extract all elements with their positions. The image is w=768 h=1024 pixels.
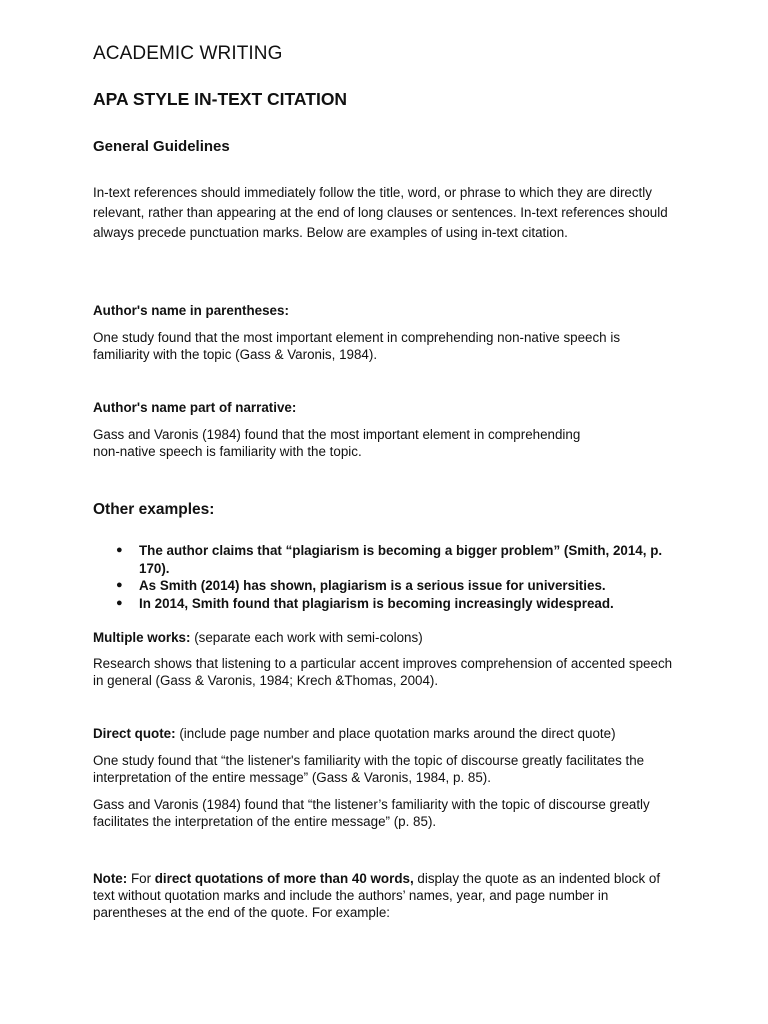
narrative-line-1: Gass and Varonis (1984) found that the most important element in comprehending xyxy=(93,427,581,442)
multiple-works-line xyxy=(93,629,678,646)
example-direct-quote-1: One study found that “the listener's familiarity with the topic of discourse greatly facilitates the interpretation of the entire message” (Gass & Varonis, 1984, p. 85). xyxy=(93,753,645,785)
example-author-narrative xyxy=(93,426,678,460)
bullet-icon: ● xyxy=(116,544,123,556)
list-item xyxy=(93,595,678,613)
heading-author-parentheses: Author's name in parentheses: xyxy=(93,303,289,318)
list-item-text: The author claims that “plagiarism is becoming a bigger problem” (Smith, 2014, p. 170). xyxy=(139,543,663,576)
heading-other-examples: Other examples: xyxy=(93,501,215,518)
example-author-parentheses: One study found that the most important element in comprehending non-native speech is familiarity with the topic (Gass & Varonis, 1984). xyxy=(93,330,621,362)
section-heading-general-guidelines: General Guidelines xyxy=(93,138,230,155)
note-label: Note: xyxy=(93,871,128,886)
direct-quote-label: Direct quote: xyxy=(93,726,176,741)
list-item xyxy=(93,542,678,577)
example-direct-quote-2: Gass and Varonis (1984) found that “the listener’s familiarity with the topic of discourse greatly facilitates the interpretation of the entire message” (p. 85). xyxy=(93,797,650,829)
note-paragraph xyxy=(93,870,678,921)
course-title: ACADEMIC WRITING xyxy=(93,43,283,64)
example-multiple-works: Research shows that listening to a particular accent improves comprehension of accented speech in general (Gass & Varonis, 1984; Krech &Thomas, 2004). xyxy=(93,656,673,688)
heading-author-narrative: Author's name part of narrative: xyxy=(93,400,297,415)
bullet-icon: ● xyxy=(116,579,123,591)
direct-quote-line xyxy=(93,725,678,742)
other-examples-list xyxy=(93,542,678,612)
list-item-text: In 2014, Smith found that plagiarism is becoming increasingly widespread. xyxy=(139,595,614,611)
multiple-works-label: Multiple works: xyxy=(93,630,191,645)
narrative-line-2: non-native speech is familiarity with the topic. xyxy=(93,444,362,459)
note-text-b: display the quote as an indented block of text without quotation marks and include the authors’ names, year, and page number in parentheses at the end of the quote. For example: xyxy=(93,871,661,920)
page-title: APA STYLE IN-TEXT CITATION xyxy=(93,89,348,109)
list-item xyxy=(93,577,678,595)
intro-paragraph: In-text references should immediately follow the title, word, or phrase to which they are directly relevant, rather than appearing at the end of long clauses or sentences. In-text references should always precede punctuation marks. Below are examples of using in-text citation. xyxy=(93,185,668,240)
list-item-text: As Smith (2014) has shown, plagiarism is a serious issue for universities. xyxy=(139,578,606,593)
direct-quote-note: (include page number and place quotation marks around the direct quote) xyxy=(175,726,616,741)
bullet-icon: ● xyxy=(116,596,123,609)
note-text-a: For xyxy=(127,871,155,886)
multiple-works-note: (separate each work with semi-colons) xyxy=(190,630,423,645)
note-emphasis: direct quotations of more than 40 words, xyxy=(154,871,414,886)
